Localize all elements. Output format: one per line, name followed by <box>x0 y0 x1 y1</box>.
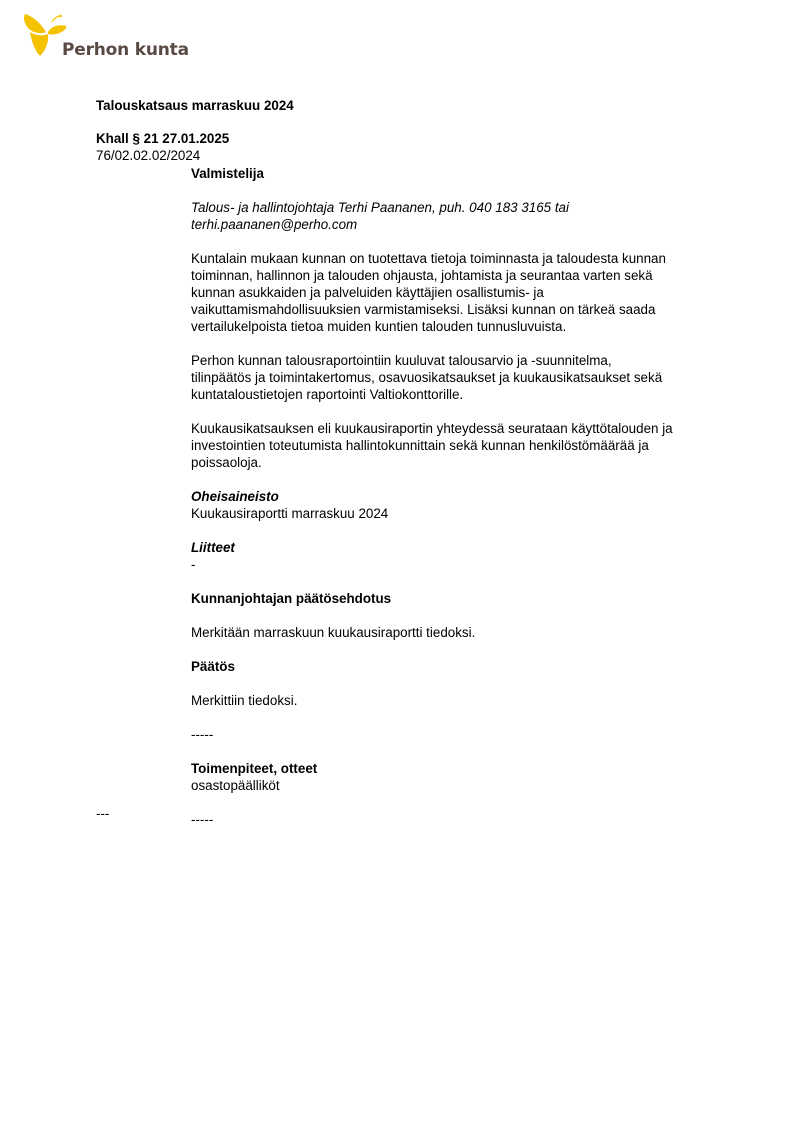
meeting-line: Khall § 21 27.01.2025 <box>96 131 230 146</box>
attachments-heading: Oheisaineisto <box>191 489 279 504</box>
footer-divider-right: ----- <box>191 812 214 827</box>
actions-heading: Toimenpiteet, otteet <box>191 761 318 776</box>
footer-divider-left: --- <box>96 806 110 821</box>
preparer-heading: Valmistelija <box>191 166 264 181</box>
divider-1: ----- <box>191 727 214 742</box>
proposal-text: Merkitään marraskuun kuukausiraportti tiedoksi. <box>191 625 476 640</box>
logo-text: Perhon kunta <box>62 40 189 60</box>
preparer-text: Talous- ja hallintojohtaja Terhi Paananen, puh. 040 183 3165 tai terhi.paananen@perho.com <box>191 200 569 232</box>
butterfly-logo-icon <box>22 12 66 58</box>
decision-text: Merkittiin tiedoksi. <box>191 693 298 708</box>
actions-text: osastopäälliköt <box>191 778 280 793</box>
proposal-heading: Kunnanjohtajan päätösehdotus <box>191 591 392 606</box>
diary-number: 76/02.02.02/2024 <box>96 148 201 163</box>
document-title: Talouskatsaus marraskuu 2024 <box>96 98 294 113</box>
appendix-heading: Liitteet <box>191 540 235 555</box>
decision-heading: Päätös <box>191 659 235 674</box>
appendix-text: - <box>191 557 196 572</box>
paragraph-2: Perhon kunnan talousraportointiin kuuluvat talousarvio ja -suunnitelma, tilinpäätös ja toimintakertomus, osavuosikatsaukset ja kuukausikatsaukset sekä kuntataloustietojen raportointi Valtiokonttorille. <box>191 353 663 402</box>
paragraph-3: Kuukausikatsauksen eli kuukausiraportin yhteydessä seurataan käyttötalouden ja investointien toteutumista hallintokunnittain sekä kunnan henkilöstömäärää ja poissaoloja. <box>191 421 673 470</box>
attachments-text: Kuukausiraportti marraskuu 2024 <box>191 506 389 521</box>
paragraph-1: Kuntalain mukaan kunnan on tuotettava tietoja toiminnasta ja taloudesta kunnan toiminnan, hallinnon ja talouden ohjausta, johtamista ja seurantaa varten sekä kunnan asukkaiden ja palveluiden käyttäjien osallistumis- ja vaikuttamismahdollisuuksien varmistamiseksi. Lisäksi kunnan on tärkeä saada vertailukelpoista tietoa muiden kuntien talouden tunnusluvuista. <box>191 251 666 334</box>
document-body <box>191 165 691 828</box>
logo <box>22 12 192 62</box>
